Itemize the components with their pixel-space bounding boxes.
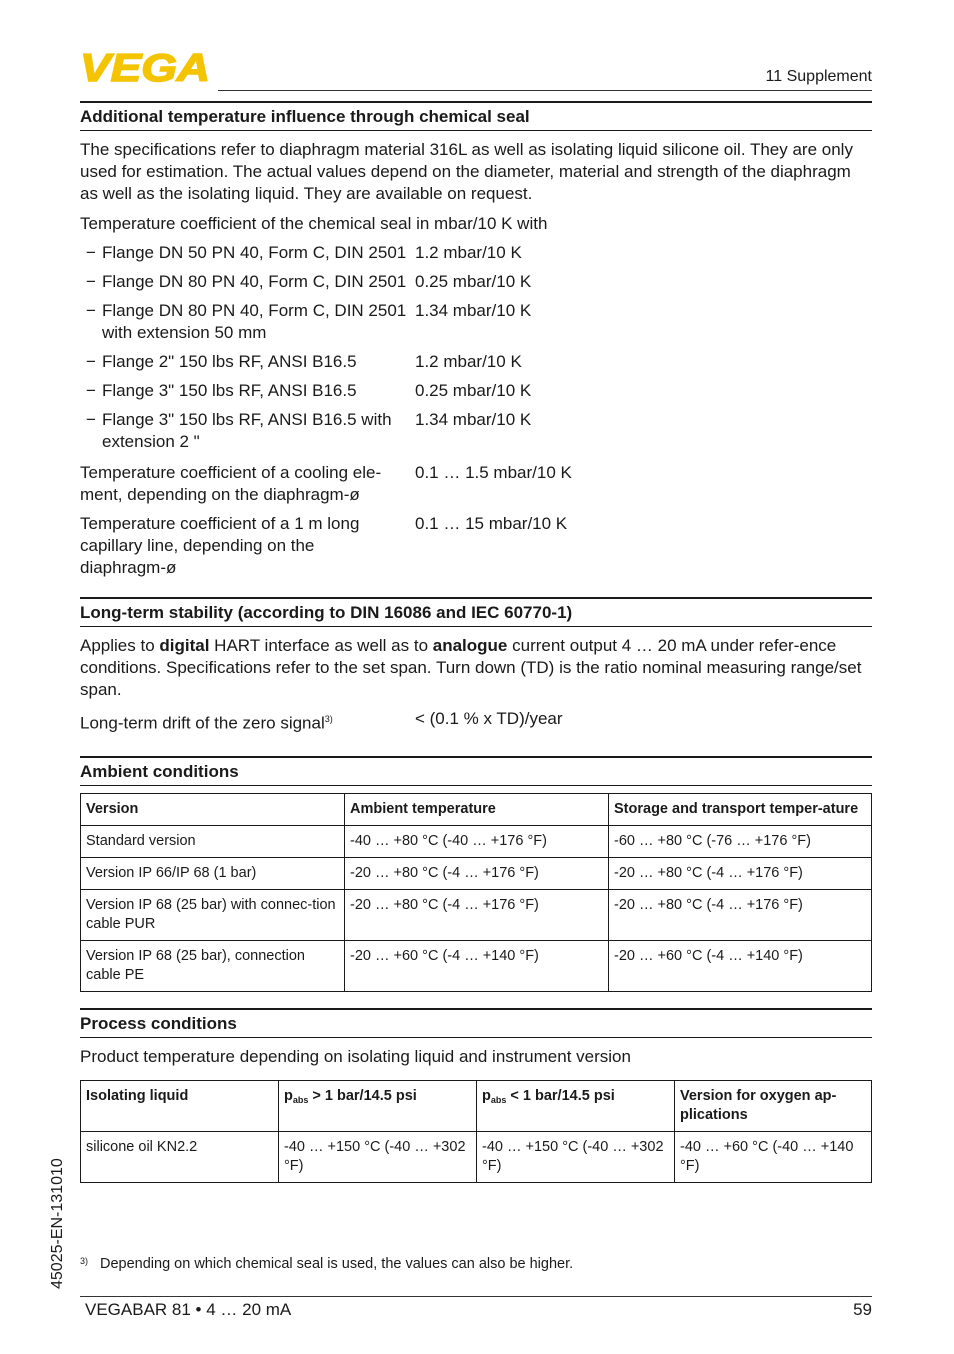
table-cell: -40 … +80 °C (-40 … +176 °F) [345,825,609,857]
table-cell: silicone oil KN2.2 [81,1131,279,1182]
dash-mark: − [86,272,96,291]
table-cell: -20 … +80 °C (-4 … +176 °F) [345,889,609,940]
column-header: Storage and transport temper-ature [609,793,872,825]
drift-row [80,708,872,735]
flange-label: Flange 3" 150 lbs RF, ANSI B16.5 with extension 2 " [102,410,392,451]
chemical-seal-intro: The specifications refer to diaphragm material 316L as well as isolating liquid silicone oil. They are only used for estimation. The actual values depend on the diameter, material and strength of the diaphragm as well as the isolating liquid. They are available on request. [80,140,853,203]
flange-label: Flange DN 80 PN 40, Form C, DIN 2501 [102,272,407,291]
table-cell: -20 … +60 °C (-4 … +140 °F) [609,940,872,991]
dash-mark: − [86,301,96,320]
table-cell: -60 … +80 °C (-76 … +176 °F) [609,825,872,857]
dash-mark: − [86,410,96,429]
dash-mark: − [86,243,96,262]
table-row [81,857,872,889]
stability-bold-analogue: analogue [432,636,508,655]
table-header-row [81,793,872,825]
pabs-subscript: abs [490,1094,507,1105]
table-cell: -20 … +80 °C (-4 … +176 °F) [345,857,609,889]
table-cell: -20 … +60 °C (-4 … +140 °F) [345,940,609,991]
pabs-symbol: p [482,1087,491,1104]
table-row [81,889,872,940]
flange-value: 1.2 mbar/10 K [415,243,522,262]
pabs-high-text: > 1 bar/14.5 psi [308,1087,417,1104]
list-item [80,271,872,293]
list-item [80,300,872,344]
vega-logo-text: VEGA [80,50,210,84]
drift-footnote-ref: 3) [324,714,333,724]
table-cell: Version IP 68 (25 bar) with connec-tion cable PUR [81,889,345,940]
table-row [81,825,872,857]
flange-label: Flange 3" 150 lbs RF, ANSI B16.5 [102,381,357,400]
dash-mark: − [86,381,96,400]
flange-value: 0.25 mbar/10 K [415,381,532,400]
document-id: 45025-EN-131010 [49,1158,66,1289]
flange-label: Flange 2" 150 lbs RF, ANSI B16.5 [102,352,357,371]
capillary-value: 0.1 … 15 mbar/10 K [415,514,568,533]
column-header-pabs-high [279,1080,477,1131]
stability-text-2: HART interface as well as to [209,636,433,655]
section-title-ambient: Ambient conditions [80,756,872,786]
table-cell: Standard version [81,825,345,857]
flange-value: 1.34 mbar/10 K [415,301,532,320]
footnote-text: Depending on which chemical seal is used, the values can also be higher. [100,1256,574,1272]
table-cell: -40 … +150 °C (-40 … +302 °F) [477,1131,675,1182]
footer-product: VEGABAR 81 • 4 … 20 mA [85,1300,292,1319]
table-cell: -20 … +80 °C (-4 … +176 °F) [609,857,872,889]
table-cell: -40 … +60 °C (-40 … +140 °F) [675,1131,872,1182]
column-header: Ambient temperature [345,793,609,825]
table-cell: Version IP 66/IP 68 (1 bar) [81,857,345,889]
ambient-table [80,793,872,992]
footer-rule [80,1296,872,1297]
list-item [80,380,872,402]
vega-logo [80,50,212,84]
capillary-row [80,513,872,579]
drift-value: < (0.1 % x TD)/year [415,709,563,728]
flange-value: 1.2 mbar/10 K [415,352,522,371]
flange-label: Flange DN 50 PN 40, Form C, DIN 2501 [102,243,407,262]
column-header-oxygen: Version for oxygen ap-plications [675,1080,872,1131]
page-number: 59 [853,1300,872,1319]
flange-value: 0.25 mbar/10 K [415,272,532,291]
list-item [80,242,872,264]
flange-label: Flange DN 80 PN 40, Form C, DIN 2501 with extension 50 mm [102,301,407,342]
process-intro: Product temperature depending on isolating liquid and instrument version [80,1046,631,1066]
table-cell: -20 … +80 °C (-4 … +176 °F) [609,889,872,940]
column-header: Version [81,793,345,825]
process-table [80,1080,872,1183]
section-title-chemical-seal: Additional temperature influence through chemical seal [80,101,872,131]
list-item [80,351,872,373]
section-label: 11 Supplement [765,68,872,85]
table-cell: Version IP 68 (25 bar), connection cable PE [81,940,345,991]
column-header-isolating-liquid: Isolating liquid [81,1080,279,1131]
drift-label-text: Long-term drift of the zero signal [80,713,325,733]
pabs-subscript: abs [292,1094,309,1105]
header-rule [218,90,872,91]
footnote-mark: 3) [80,1256,89,1266]
pabs-low-text: < 1 bar/14.5 psi [506,1087,615,1104]
pabs-symbol: p [284,1087,293,1104]
column-header-pabs-low [477,1080,675,1131]
stability-bold-digital: digital [159,636,210,655]
table-row [81,1131,872,1182]
dash-mark: − [86,352,96,371]
cooling-label: Temperature coefficient of a cooling ele-ment, depending on the diaphragm-ø [80,463,382,504]
cooling-value: 0.1 … 1.5 mbar/10 K [415,463,572,482]
table-cell: -40 … +150 °C (-40 … +302 °F) [279,1131,477,1182]
flange-value: 1.34 mbar/10 K [415,410,532,429]
table-row [81,940,872,991]
list-item [80,409,872,453]
table-header-row [81,1080,872,1131]
stability-text-3: current output 4 … 20 mA under refer-ence conditions. Specifications refer to the set span. Turn down (TD) is the ratio nominal measuring range/set span. [80,636,862,699]
footnote [80,1256,573,1272]
capillary-label: Temperature coefficient of a 1 m long capillary line, depending on the diaphragm-ø [80,514,360,577]
page-content [80,101,872,1183]
stability-intro [80,635,872,701]
section-title-process: Process conditions [80,1008,872,1038]
coefficient-intro: Temperature coefficient of the chemical seal in mbar/10 K with [80,214,548,233]
stability-text-1: Applies to [80,636,160,655]
cooling-row [80,462,872,506]
section-title-stability: Long-term stability (according to DIN 16086 and IEC 60770-1) [80,597,872,627]
drift-label [80,708,415,735]
